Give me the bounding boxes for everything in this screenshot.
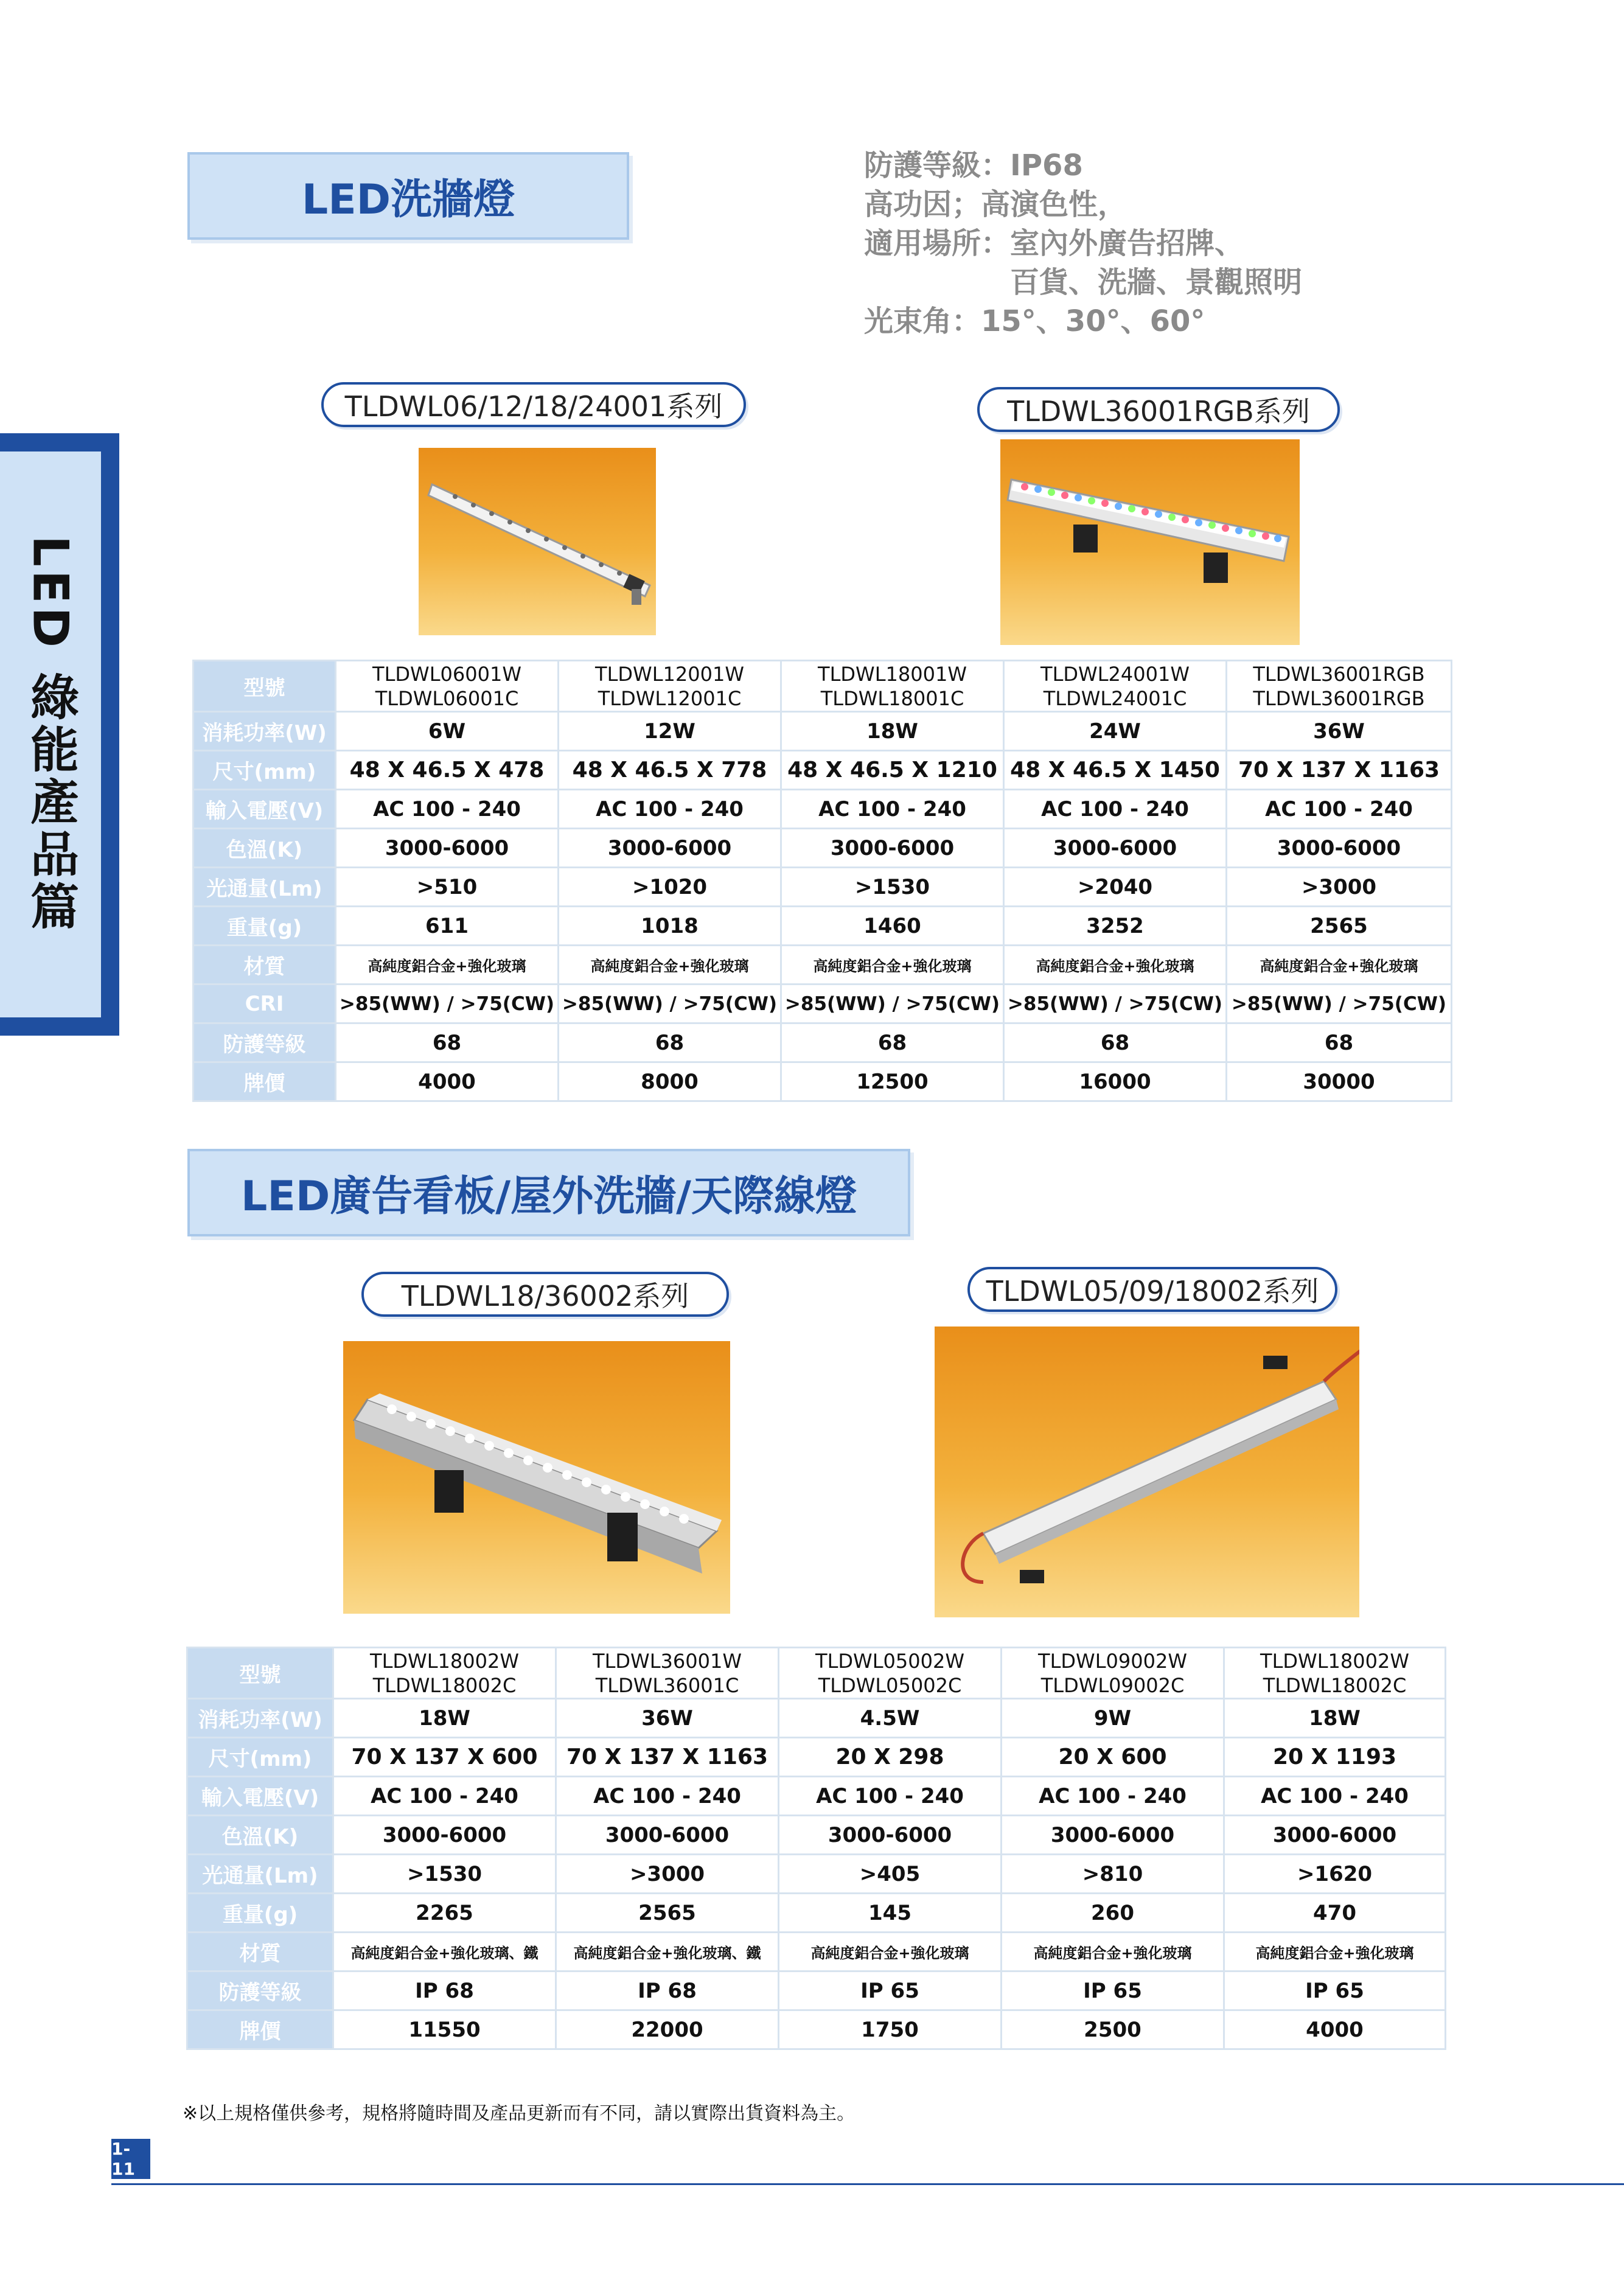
section1-title xyxy=(187,152,629,240)
table-cell: 3000-6000 xyxy=(559,829,781,868)
table-cell: 高純度鋁合金+強化玻璃 xyxy=(1002,1933,1224,1971)
table-cell: 高純度鋁合金+強化玻璃 xyxy=(1227,946,1452,985)
row-label: 尺寸(mm) xyxy=(187,1738,333,1777)
table-row xyxy=(193,661,1452,712)
table-cell: 70 X 137 X 600 xyxy=(333,1738,556,1777)
row-label: CRI xyxy=(193,985,336,1023)
table-cell: >1530 xyxy=(781,868,1004,907)
row-label: 型號 xyxy=(187,1648,333,1699)
row-label: 防護等級 xyxy=(193,1023,336,1062)
product-photo-tldwl36002 xyxy=(343,1341,730,1614)
table-row xyxy=(193,751,1452,790)
side-tab-inner xyxy=(0,451,101,1017)
table-cell: 1018 xyxy=(559,907,781,946)
table-cell: 68 xyxy=(559,1023,781,1062)
model-cell: TLDWL18001W TLDWL18001C xyxy=(781,661,1004,712)
feature-list xyxy=(864,146,1302,341)
table-cell: 高純度鋁合金+強化玻璃、鐵 xyxy=(556,1933,779,1971)
page-number: 1-11 xyxy=(111,2139,150,2179)
table-cell: 260 xyxy=(1002,1894,1224,1933)
table-cell: 48 X 46.5 X 1450 xyxy=(1004,751,1227,790)
table-cell: 3000-6000 xyxy=(1002,1816,1224,1855)
bottom-rule xyxy=(111,2183,1624,2185)
row-label: 輸入電壓(V) xyxy=(187,1777,333,1816)
table-cell: 3000-6000 xyxy=(1004,829,1227,868)
feature-line: 適用場所：室內外廣告招牌、 xyxy=(864,226,1244,260)
table-cell: >2040 xyxy=(1004,868,1227,907)
section2-title-text: LED廣告看板/屋外洗牆/天際線燈 xyxy=(241,1172,857,1221)
side-tab xyxy=(0,433,119,1036)
table-cell: 611 xyxy=(336,907,559,946)
table-cell: 36W xyxy=(1227,712,1452,751)
feature-line: 高功因；高演色性， xyxy=(864,187,1127,221)
table-cell: >85(WW) / >75(CW) xyxy=(781,985,1004,1023)
table-cell: IP 68 xyxy=(333,1971,556,2010)
table-row xyxy=(193,946,1452,985)
row-label: 重量(g) xyxy=(187,1894,333,1933)
series-label-left-2 xyxy=(361,1272,729,1317)
table-cell: AC 100 - 240 xyxy=(779,1777,1002,1816)
table-cell: 16000 xyxy=(1004,1062,1227,1101)
series-label-right-2-text: TLDWL05/09/18002系列 xyxy=(986,1275,1319,1308)
table-row xyxy=(193,907,1452,946)
table-cell: 68 xyxy=(781,1023,1004,1062)
table-cell: 高純度鋁合金+強化玻璃 xyxy=(559,946,781,985)
row-label: 消耗功率(W) xyxy=(187,1699,333,1738)
table-cell: 2500 xyxy=(1002,2010,1224,2049)
feature-line: 百貨、洗牆、景觀照明 xyxy=(864,265,1303,299)
table-cell: 高純度鋁合金+強化玻璃 xyxy=(1224,1933,1446,1971)
table-cell: IP 68 xyxy=(556,1971,779,2010)
table-cell: 高純度鋁合金+強化玻璃、鐵 xyxy=(333,1933,556,1971)
rgb-wall-washer-image xyxy=(1000,439,1300,645)
model-cell: TLDWL36001RGB TLDWL36001RGB xyxy=(1227,661,1452,712)
row-label: 光通量(Lm) xyxy=(187,1855,333,1894)
row-label: 牌價 xyxy=(193,1062,336,1101)
table-cell: 18W xyxy=(781,712,1004,751)
table-cell: >1620 xyxy=(1224,1855,1446,1894)
row-label: 牌價 xyxy=(187,2010,333,2049)
table-row xyxy=(187,1855,1446,1894)
row-label: 消耗功率(W) xyxy=(193,712,336,751)
table-cell: IP 65 xyxy=(779,1971,1002,2010)
series-label-right-2 xyxy=(967,1267,1337,1312)
table-row xyxy=(187,1699,1446,1738)
table-cell: 6W xyxy=(336,712,559,751)
table-row xyxy=(187,1816,1446,1855)
row-label: 輸入電壓(V) xyxy=(193,790,336,829)
table-cell: 70 X 137 X 1163 xyxy=(556,1738,779,1777)
model-cell: TLDWL36001W TLDWL36001C xyxy=(556,1648,779,1699)
model-cell: TLDWL24001W TLDWL24001C xyxy=(1004,661,1227,712)
footnote: ※以上規格僅供參考，規格將隨時間及產品更新而有不同，請以實際出貨資料為主。 xyxy=(183,2103,856,2124)
model-cell: TLDWL09002W TLDWL09002C xyxy=(1002,1648,1224,1699)
table-cell: 470 xyxy=(1224,1894,1446,1933)
spec-table-1 xyxy=(192,660,1452,1102)
row-label: 色溫(K) xyxy=(187,1816,333,1855)
table-cell: 11550 xyxy=(333,2010,556,2049)
wall-washer-bar-image xyxy=(419,448,656,635)
table-row xyxy=(193,868,1452,907)
table-cell: 36W xyxy=(556,1699,779,1738)
feature-line: 光束角：15°、30°、60° xyxy=(864,304,1205,338)
table-cell: 70 X 137 X 1163 xyxy=(1227,751,1452,790)
table-cell: 3000-6000 xyxy=(779,1816,1002,1855)
table-row xyxy=(187,1738,1446,1777)
table-cell: >85(WW) / >75(CW) xyxy=(336,985,559,1023)
series-label-right-text: TLDWL36001RGB系列 xyxy=(1007,395,1310,428)
table-cell: 22000 xyxy=(556,2010,779,2049)
feature-line: 防護等級：IP68 xyxy=(864,148,1083,183)
table-cell: >405 xyxy=(779,1855,1002,1894)
table-cell: 12500 xyxy=(781,1062,1004,1101)
spec-table-2 xyxy=(186,1647,1446,2050)
table-cell: 1460 xyxy=(781,907,1004,946)
row-label: 色溫(K) xyxy=(193,829,336,868)
table-cell: >810 xyxy=(1002,1855,1224,1894)
table-row xyxy=(187,1894,1446,1933)
model-cell: TLDWL05002W TLDWL05002C xyxy=(779,1648,1002,1699)
table-cell: 3252 xyxy=(1004,907,1227,946)
table-cell: AC 100 - 240 xyxy=(333,1777,556,1816)
product-photo-tldwl36001rgb xyxy=(1000,439,1300,645)
table-cell: 18W xyxy=(333,1699,556,1738)
table-cell: AC 100 - 240 xyxy=(1224,1777,1446,1816)
model-cell: TLDWL18002W TLDWL18002C xyxy=(333,1648,556,1699)
table-cell: 48 X 46.5 X 478 xyxy=(336,751,559,790)
table-cell: 9W xyxy=(1002,1699,1224,1738)
table-row xyxy=(193,829,1452,868)
table-cell: AC 100 - 240 xyxy=(556,1777,779,1816)
product-photo-tldwl24001 xyxy=(419,448,656,635)
table-cell: 高純度鋁合金+強化玻璃 xyxy=(1004,946,1227,985)
table-cell: 3000-6000 xyxy=(556,1816,779,1855)
table-row xyxy=(187,1933,1446,1971)
table-row xyxy=(187,2010,1446,2049)
table-cell: 3000-6000 xyxy=(1227,829,1452,868)
table-cell: 18W xyxy=(1224,1699,1446,1738)
side-tab-label: LED 綠能產品篇 xyxy=(22,535,79,933)
table-row xyxy=(187,1777,1446,1816)
series-label-left xyxy=(321,382,746,427)
table-cell: AC 100 - 240 xyxy=(336,790,559,829)
table-cell: 20 X 1193 xyxy=(1224,1738,1446,1777)
table-cell: 48 X 46.5 X 778 xyxy=(559,751,781,790)
row-label: 尺寸(mm) xyxy=(193,751,336,790)
table-cell: IP 65 xyxy=(1002,1971,1224,2010)
table-cell: 68 xyxy=(336,1023,559,1062)
table-cell: 3000-6000 xyxy=(336,829,559,868)
model-cell: TLDWL18002W TLDWL18002C xyxy=(1224,1648,1446,1699)
series-label-left-text: TLDWL06/12/18/24001系列 xyxy=(344,390,723,423)
row-label: 防護等級 xyxy=(187,1971,333,2010)
table-cell: >85(WW) / >75(CW) xyxy=(559,985,781,1023)
table-cell: 高純度鋁合金+強化玻璃 xyxy=(781,946,1004,985)
table-cell: IP 65 xyxy=(1224,1971,1446,2010)
table-cell: AC 100 - 240 xyxy=(1227,790,1452,829)
model-cell: TLDWL12001W TLDWL12001C xyxy=(559,661,781,712)
table-cell: >1020 xyxy=(559,868,781,907)
table-cell: 20 X 600 xyxy=(1002,1738,1224,1777)
table-cell: 高純度鋁合金+強化玻璃 xyxy=(336,946,559,985)
table-cell: 68 xyxy=(1227,1023,1452,1062)
table-cell: 2565 xyxy=(556,1894,779,1933)
table-row xyxy=(187,1971,1446,2010)
table-cell: 2265 xyxy=(333,1894,556,1933)
series-label-left-2-text: TLDWL18/36002系列 xyxy=(401,1280,689,1313)
table-cell: AC 100 - 240 xyxy=(559,790,781,829)
row-label: 光通量(Lm) xyxy=(193,868,336,907)
table-cell: >3000 xyxy=(1227,868,1452,907)
table-cell: 3000-6000 xyxy=(333,1816,556,1855)
table-cell: >1530 xyxy=(333,1855,556,1894)
table-cell: >3000 xyxy=(556,1855,779,1894)
table-cell: 3000-6000 xyxy=(781,829,1004,868)
section1-title-text: LED洗牆燈 xyxy=(301,175,515,224)
table-cell: 4000 xyxy=(1224,2010,1446,2049)
table-row xyxy=(193,712,1452,751)
table-cell: 20 X 298 xyxy=(779,1738,1002,1777)
table-row xyxy=(193,1023,1452,1062)
table-cell: >510 xyxy=(336,868,559,907)
row-label: 型號 xyxy=(193,661,336,712)
table-cell: >85(WW) / >75(CW) xyxy=(1004,985,1227,1023)
row-label: 材質 xyxy=(187,1933,333,1971)
table-cell: 12W xyxy=(559,712,781,751)
model-cell: TLDWL06001W TLDWL06001C xyxy=(336,661,559,712)
table-cell: 2565 xyxy=(1227,907,1452,946)
table-cell: 1750 xyxy=(779,2010,1002,2049)
table-cell: 68 xyxy=(1004,1023,1227,1062)
table-row xyxy=(193,790,1452,829)
table-cell: 4.5W xyxy=(779,1699,1002,1738)
row-label: 材質 xyxy=(193,946,336,985)
series-label-right xyxy=(977,387,1340,432)
section2-title xyxy=(187,1149,910,1236)
table-cell: >85(WW) / >75(CW) xyxy=(1227,985,1452,1023)
table-cell: 30000 xyxy=(1227,1062,1452,1101)
table-cell: AC 100 - 240 xyxy=(781,790,1004,829)
table-cell: 24W xyxy=(1004,712,1227,751)
table-cell: AC 100 - 240 xyxy=(1002,1777,1224,1816)
product-photo-tldwl18002 xyxy=(935,1327,1359,1617)
skyline-light-image xyxy=(935,1327,1359,1617)
table-cell: AC 100 - 240 xyxy=(1004,790,1227,829)
table-cell: 48 X 46.5 X 1210 xyxy=(781,751,1004,790)
table-cell: 8000 xyxy=(559,1062,781,1101)
table-cell: 145 xyxy=(779,1894,1002,1933)
table-row xyxy=(187,1648,1446,1699)
table-cell: 3000-6000 xyxy=(1224,1816,1446,1855)
table-row xyxy=(193,985,1452,1023)
billboard-light-image xyxy=(343,1341,730,1614)
row-label: 重量(g) xyxy=(193,907,336,946)
table-cell: 高純度鋁合金+強化玻璃 xyxy=(779,1933,1002,1971)
table-cell: 4000 xyxy=(336,1062,559,1101)
table-row xyxy=(193,1062,1452,1101)
